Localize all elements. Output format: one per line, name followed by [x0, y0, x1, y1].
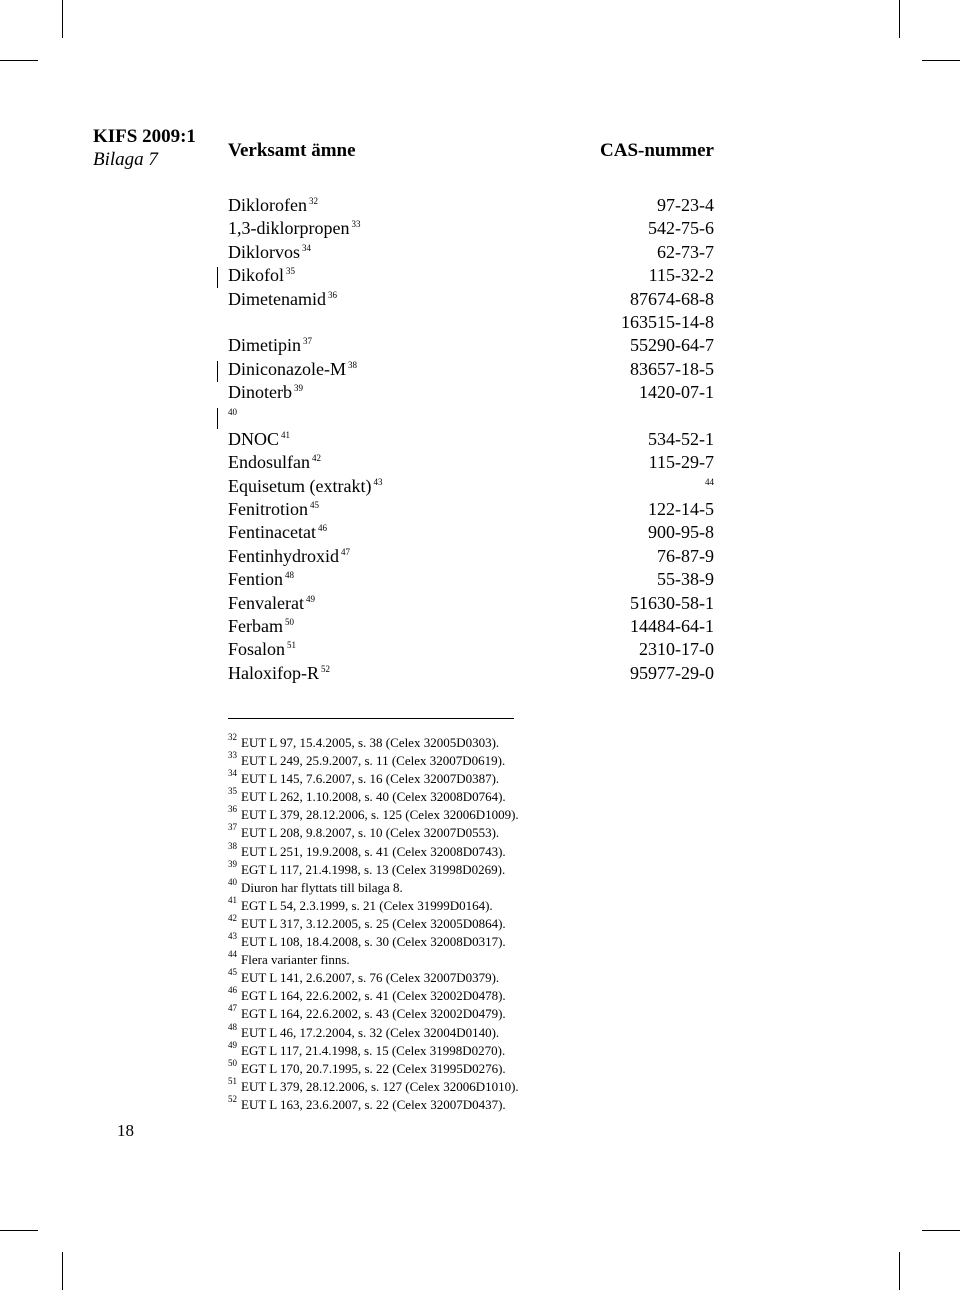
- table-row: [228, 264, 714, 287]
- footnote-ref[interactable]: 38: [347, 359, 357, 370]
- section-label: Bilaga 7: [93, 149, 158, 170]
- substance-name: [228, 241, 311, 264]
- cas-number: [657, 568, 714, 591]
- substance-name-text: Haloxifop-R: [228, 662, 319, 683]
- table-row: [228, 288, 714, 311]
- substance-name-text: DNOC: [228, 428, 280, 449]
- footnote: [228, 912, 648, 933]
- footnote: [228, 876, 648, 897]
- footnote-number: 51: [228, 1075, 237, 1086]
- cas-number-text: 95977-29-0: [630, 662, 714, 683]
- substance-name-text: Diklorvos: [228, 241, 300, 262]
- cas-number-text: 534-52-1: [648, 428, 714, 449]
- footnote-text: EUT L 97, 15.4.2005, s. 38 (Celex 32005D0303).: [241, 735, 500, 750]
- table-row: [228, 311, 714, 334]
- footnote: [228, 1039, 648, 1060]
- footnote-text: EUT L 379, 28.12.2006, s. 127 (Celex 32006D1010).: [241, 1078, 519, 1094]
- footnote-number: 45: [228, 967, 237, 978]
- table-row: [228, 405, 714, 428]
- cas-number-text: 14484-64-1: [630, 616, 714, 637]
- footnote-ref[interactable]: 40: [228, 406, 237, 417]
- cas-number-text: 115-29-7: [648, 452, 714, 473]
- substance-name-text: Dinoterb: [228, 382, 292, 403]
- footnote: [228, 1093, 648, 1114]
- footnote-ref[interactable]: 37: [303, 336, 312, 347]
- footnote: [228, 933, 648, 951]
- footnote-number: 44: [228, 949, 237, 960]
- table-row: [228, 521, 714, 544]
- cas-number-text: 55290-64-7: [630, 335, 714, 356]
- document-id: KIFS 2009:1: [93, 126, 196, 147]
- revision-bar: [217, 267, 218, 288]
- cas-number: [648, 521, 714, 544]
- substance-name-text: Fentinacetat: [228, 522, 316, 543]
- footnote: [228, 752, 648, 770]
- substance-name: [228, 358, 357, 381]
- footnote-ref[interactable]: 32: [308, 196, 318, 206]
- table-row: [228, 358, 714, 381]
- footnote-number: 38: [228, 840, 237, 851]
- cas-number: [649, 451, 714, 474]
- footnote-ref[interactable]: 51: [287, 640, 297, 651]
- footnote-text: EGT L 164, 22.6.2002, s. 41 (Celex 32002D0478).: [241, 988, 506, 1004]
- footnote: [228, 824, 648, 842]
- cas-number-text: 900-95-8: [648, 522, 714, 543]
- footnote-text: EUT L 208, 9.8.2007, s. 10 (Celex 32007D0553).: [241, 825, 500, 841]
- footnote: [228, 951, 648, 969]
- footnote-ref[interactable]: 52: [320, 663, 330, 674]
- table-row: [228, 638, 714, 661]
- substance-name-text: Fentinhydroxid: [228, 545, 339, 566]
- table-row: [228, 545, 714, 568]
- cas-number: [657, 241, 714, 264]
- substance-name: [228, 475, 382, 498]
- cas-number-text: 55-38-9: [657, 569, 714, 590]
- substance-name: [228, 428, 290, 451]
- substance-name-text: Dikofol: [228, 265, 284, 286]
- footnote-number: 52: [228, 1093, 237, 1104]
- cas-number: [648, 428, 714, 451]
- footnote: [228, 894, 648, 915]
- table-row: [228, 217, 714, 240]
- table-row: [228, 568, 714, 591]
- footnote-number: 47: [228, 1003, 237, 1014]
- cas-number-text: 87674-68-8: [630, 288, 714, 309]
- cas-number: [639, 381, 714, 404]
- cas-number: [630, 592, 714, 615]
- footnote-number: 41: [228, 894, 237, 905]
- cas-number-text: 83657-18-5: [630, 358, 714, 379]
- substance-name-text: Diniconazole-M: [228, 358, 346, 379]
- substance-name-text: Equisetum (extrakt): [228, 475, 372, 496]
- footnote-ref[interactable]: 47: [341, 546, 350, 557]
- footnote-ref[interactable]: 48: [285, 570, 295, 581]
- footnote: [228, 858, 648, 879]
- footnote-number: 37: [228, 822, 237, 833]
- crop-mark-right-top: [922, 60, 960, 61]
- footnote-number: 43: [228, 931, 237, 942]
- footnote-ref[interactable]: 43: [373, 476, 383, 487]
- footnote-text: EGT L 117, 21.4.1998, s. 13 (Celex 31998D0269).: [241, 861, 506, 877]
- cas-number: [630, 288, 714, 311]
- footnote-text: EGT L 170, 20.7.1995, s. 22 (Celex 31995D0276).: [241, 1060, 506, 1076]
- substance-name-text: Dimetenamid: [228, 288, 326, 309]
- footnote-text: EGT L 117, 21.4.1998, s. 15 (Celex 31998D0270).: [241, 1042, 506, 1058]
- substance-name: [228, 521, 327, 544]
- footnote-text: EUT L 317, 3.12.2005, s. 25 (Celex 32005D0864).: [241, 915, 506, 931]
- footnote-text: EUT L 249, 25.9.2007, s. 11 (Celex 32007D0619).: [241, 753, 506, 769]
- table-row: [228, 428, 714, 451]
- footnote-separator: [228, 718, 514, 719]
- footnote-number: 35: [228, 786, 237, 797]
- footnote: [228, 969, 648, 987]
- footnote-number: 36: [228, 804, 237, 815]
- substance-name-text: Ferbam: [228, 616, 283, 637]
- footnote-number: 33: [228, 750, 237, 761]
- substance-name-text: Fosalon: [228, 639, 286, 660]
- footnote-ref[interactable]: 50: [284, 617, 294, 628]
- footnote-text: EUT L 145, 7.6.2007, s. 16 (Celex 32007D0387).: [241, 771, 500, 787]
- crop-mark-top-right: [899, 0, 900, 38]
- footnote-text: EGT L 164, 22.6.2002, s. 43 (Celex 32002D0479).: [241, 1006, 506, 1022]
- footnote-number: 50: [228, 1057, 237, 1068]
- footnote: [228, 987, 648, 1005]
- footnote-text: EUT L 141, 2.6.2007, s. 76 (Celex 32007D0379).: [241, 970, 500, 986]
- substance-name-text: Fenvalerat: [228, 592, 304, 613]
- footnote: [228, 770, 648, 788]
- footnote-text: EUT L 46, 17.2.2004, s. 32 (Celex 32004D0140).: [241, 1024, 500, 1040]
- cas-number-text: 1420-07-1: [639, 382, 714, 403]
- substance-name-text: 1,3-diklorpropen: [228, 218, 350, 239]
- footnote-number: 40: [228, 876, 237, 887]
- table-row: [228, 615, 714, 638]
- substance-name-text: Fention: [228, 569, 284, 590]
- cas-number: [639, 638, 714, 661]
- cas-number-text: 542-75-6: [648, 218, 714, 239]
- footnote-text: EUT L 163, 23.6.2007, s. 22 (Celex 32007D0437).: [241, 1096, 506, 1112]
- footnote-number: 49: [228, 1039, 237, 1050]
- footnote-number: 42: [228, 912, 237, 923]
- footnote: [228, 1075, 648, 1096]
- table-row: [228, 592, 714, 615]
- cas-number: [657, 194, 714, 217]
- substance-name: [228, 638, 296, 661]
- cas-number-text: 115-32-2: [648, 265, 714, 286]
- substance-name-text: Diklorofen: [228, 195, 307, 215]
- crop-mark-top-left: [62, 0, 63, 38]
- crop-mark-bottom-left: [62, 1252, 63, 1290]
- substance-name-text: Fenitrotion: [228, 499, 308, 520]
- crop-mark-right-bottom: [922, 1230, 960, 1231]
- cas-number-text: 163515-14-8: [621, 311, 714, 332]
- footnote: [228, 1021, 648, 1042]
- substance-name: [228, 264, 295, 287]
- footnote-ref[interactable]: 36: [327, 289, 337, 300]
- footnote-ref[interactable]: 33: [351, 219, 361, 230]
- substance-name: [228, 381, 303, 404]
- table-row: [228, 662, 714, 685]
- cas-number-text: 2310-17-0: [639, 639, 714, 660]
- substance-name-text: Dimetipin: [228, 335, 301, 356]
- footnote: [228, 734, 648, 752]
- column-header-substance: Verksamt ämne: [228, 140, 356, 161]
- cas-number: [705, 475, 714, 498]
- crop-mark-left-top: [0, 60, 38, 61]
- cas-number: [630, 334, 714, 357]
- footnote-text: EUT L 262, 1.10.2008, s. 40 (Celex 32008D0764).: [241, 789, 506, 805]
- footnote-ref[interactable]: 42: [311, 453, 321, 464]
- table-row: [228, 381, 714, 404]
- cas-number-text: 122-14-5: [648, 499, 714, 520]
- footnote-ref[interactable]: 49: [305, 593, 315, 604]
- cas-number-text: 76-87-9: [657, 545, 714, 566]
- cas-number-text: 62-73-7: [657, 241, 714, 262]
- column-header-cas: CAS-nummer: [600, 140, 714, 161]
- cas-number: [630, 662, 714, 685]
- cas-number: [630, 615, 714, 638]
- substance-name: [228, 662, 330, 685]
- page-number: 18: [117, 1121, 134, 1140]
- substance-table: [228, 194, 714, 685]
- footnote: [228, 806, 648, 824]
- footnote-number: 39: [228, 858, 237, 869]
- footnote-ref[interactable]: 35: [286, 266, 295, 277]
- table-row: [228, 194, 714, 217]
- footnote-ref[interactable]: 34: [302, 242, 311, 253]
- revision-bar: [217, 361, 218, 382]
- cas-number-text: 97-23-4: [657, 195, 714, 215]
- cas-number-text: 51630-58-1: [630, 592, 714, 613]
- table-row: [228, 475, 714, 498]
- table-row: [228, 498, 714, 521]
- footnote: [228, 840, 648, 861]
- footnote-ref[interactable]: 39: [293, 383, 303, 394]
- footnote-ref[interactable]: 44: [705, 476, 714, 487]
- substance-name: [228, 288, 337, 311]
- footnote-text: EGT L 54, 2.3.1999, s. 21 (Celex 31999D0164).: [241, 897, 493, 913]
- revision-bar: [217, 408, 218, 429]
- table-row: [228, 241, 714, 264]
- footnote-number: 48: [228, 1021, 237, 1032]
- substance-name: [228, 498, 319, 521]
- footnote-list: [228, 734, 648, 1114]
- footnote-text: Diuron har flyttats till bilaga 8.: [241, 879, 403, 895]
- footnote-number: 34: [228, 768, 237, 779]
- crop-mark-bottom-right: [899, 1252, 900, 1290]
- crop-mark-left-bottom: [0, 1230, 38, 1231]
- substance-name: [228, 194, 318, 217]
- substance-name: [228, 217, 360, 240]
- footnote-ref[interactable]: 45: [310, 500, 319, 511]
- substance-name: [228, 405, 237, 428]
- cas-number: [621, 311, 714, 334]
- cas-number: [648, 498, 714, 521]
- substance-name: [228, 545, 350, 568]
- cas-number: [630, 358, 714, 381]
- substance-name: [228, 615, 294, 638]
- cas-number: [649, 264, 714, 287]
- footnote: [228, 1057, 648, 1078]
- cas-number: [657, 545, 714, 568]
- footnote-ref[interactable]: 46: [317, 523, 327, 534]
- table-row: [228, 451, 714, 474]
- footnote-number: 32: [228, 732, 237, 742]
- substance-name: [228, 592, 315, 615]
- substance-name: [228, 334, 312, 357]
- footnote-number: 46: [228, 985, 237, 996]
- cas-number: [648, 217, 714, 240]
- footnote: [228, 788, 648, 806]
- footnote-text: EUT L 251, 19.9.2008, s. 41 (Celex 32008D0743).: [241, 843, 506, 859]
- footnote-ref[interactable]: 41: [281, 429, 291, 440]
- table-row: [228, 334, 714, 357]
- substance-name: [228, 451, 321, 474]
- footnote-text: EUT L 379, 28.12.2006, s. 125 (Celex 32006D1009).: [241, 807, 519, 823]
- substance-name: [228, 568, 294, 591]
- substance-name-text: Endosulfan: [228, 452, 310, 473]
- footnote-text: EUT L 108, 18.4.2008, s. 30 (Celex 32008D0317).: [241, 934, 506, 950]
- footnote: [228, 1005, 648, 1023]
- footnote-text: Flera varianter finns.: [241, 952, 350, 968]
